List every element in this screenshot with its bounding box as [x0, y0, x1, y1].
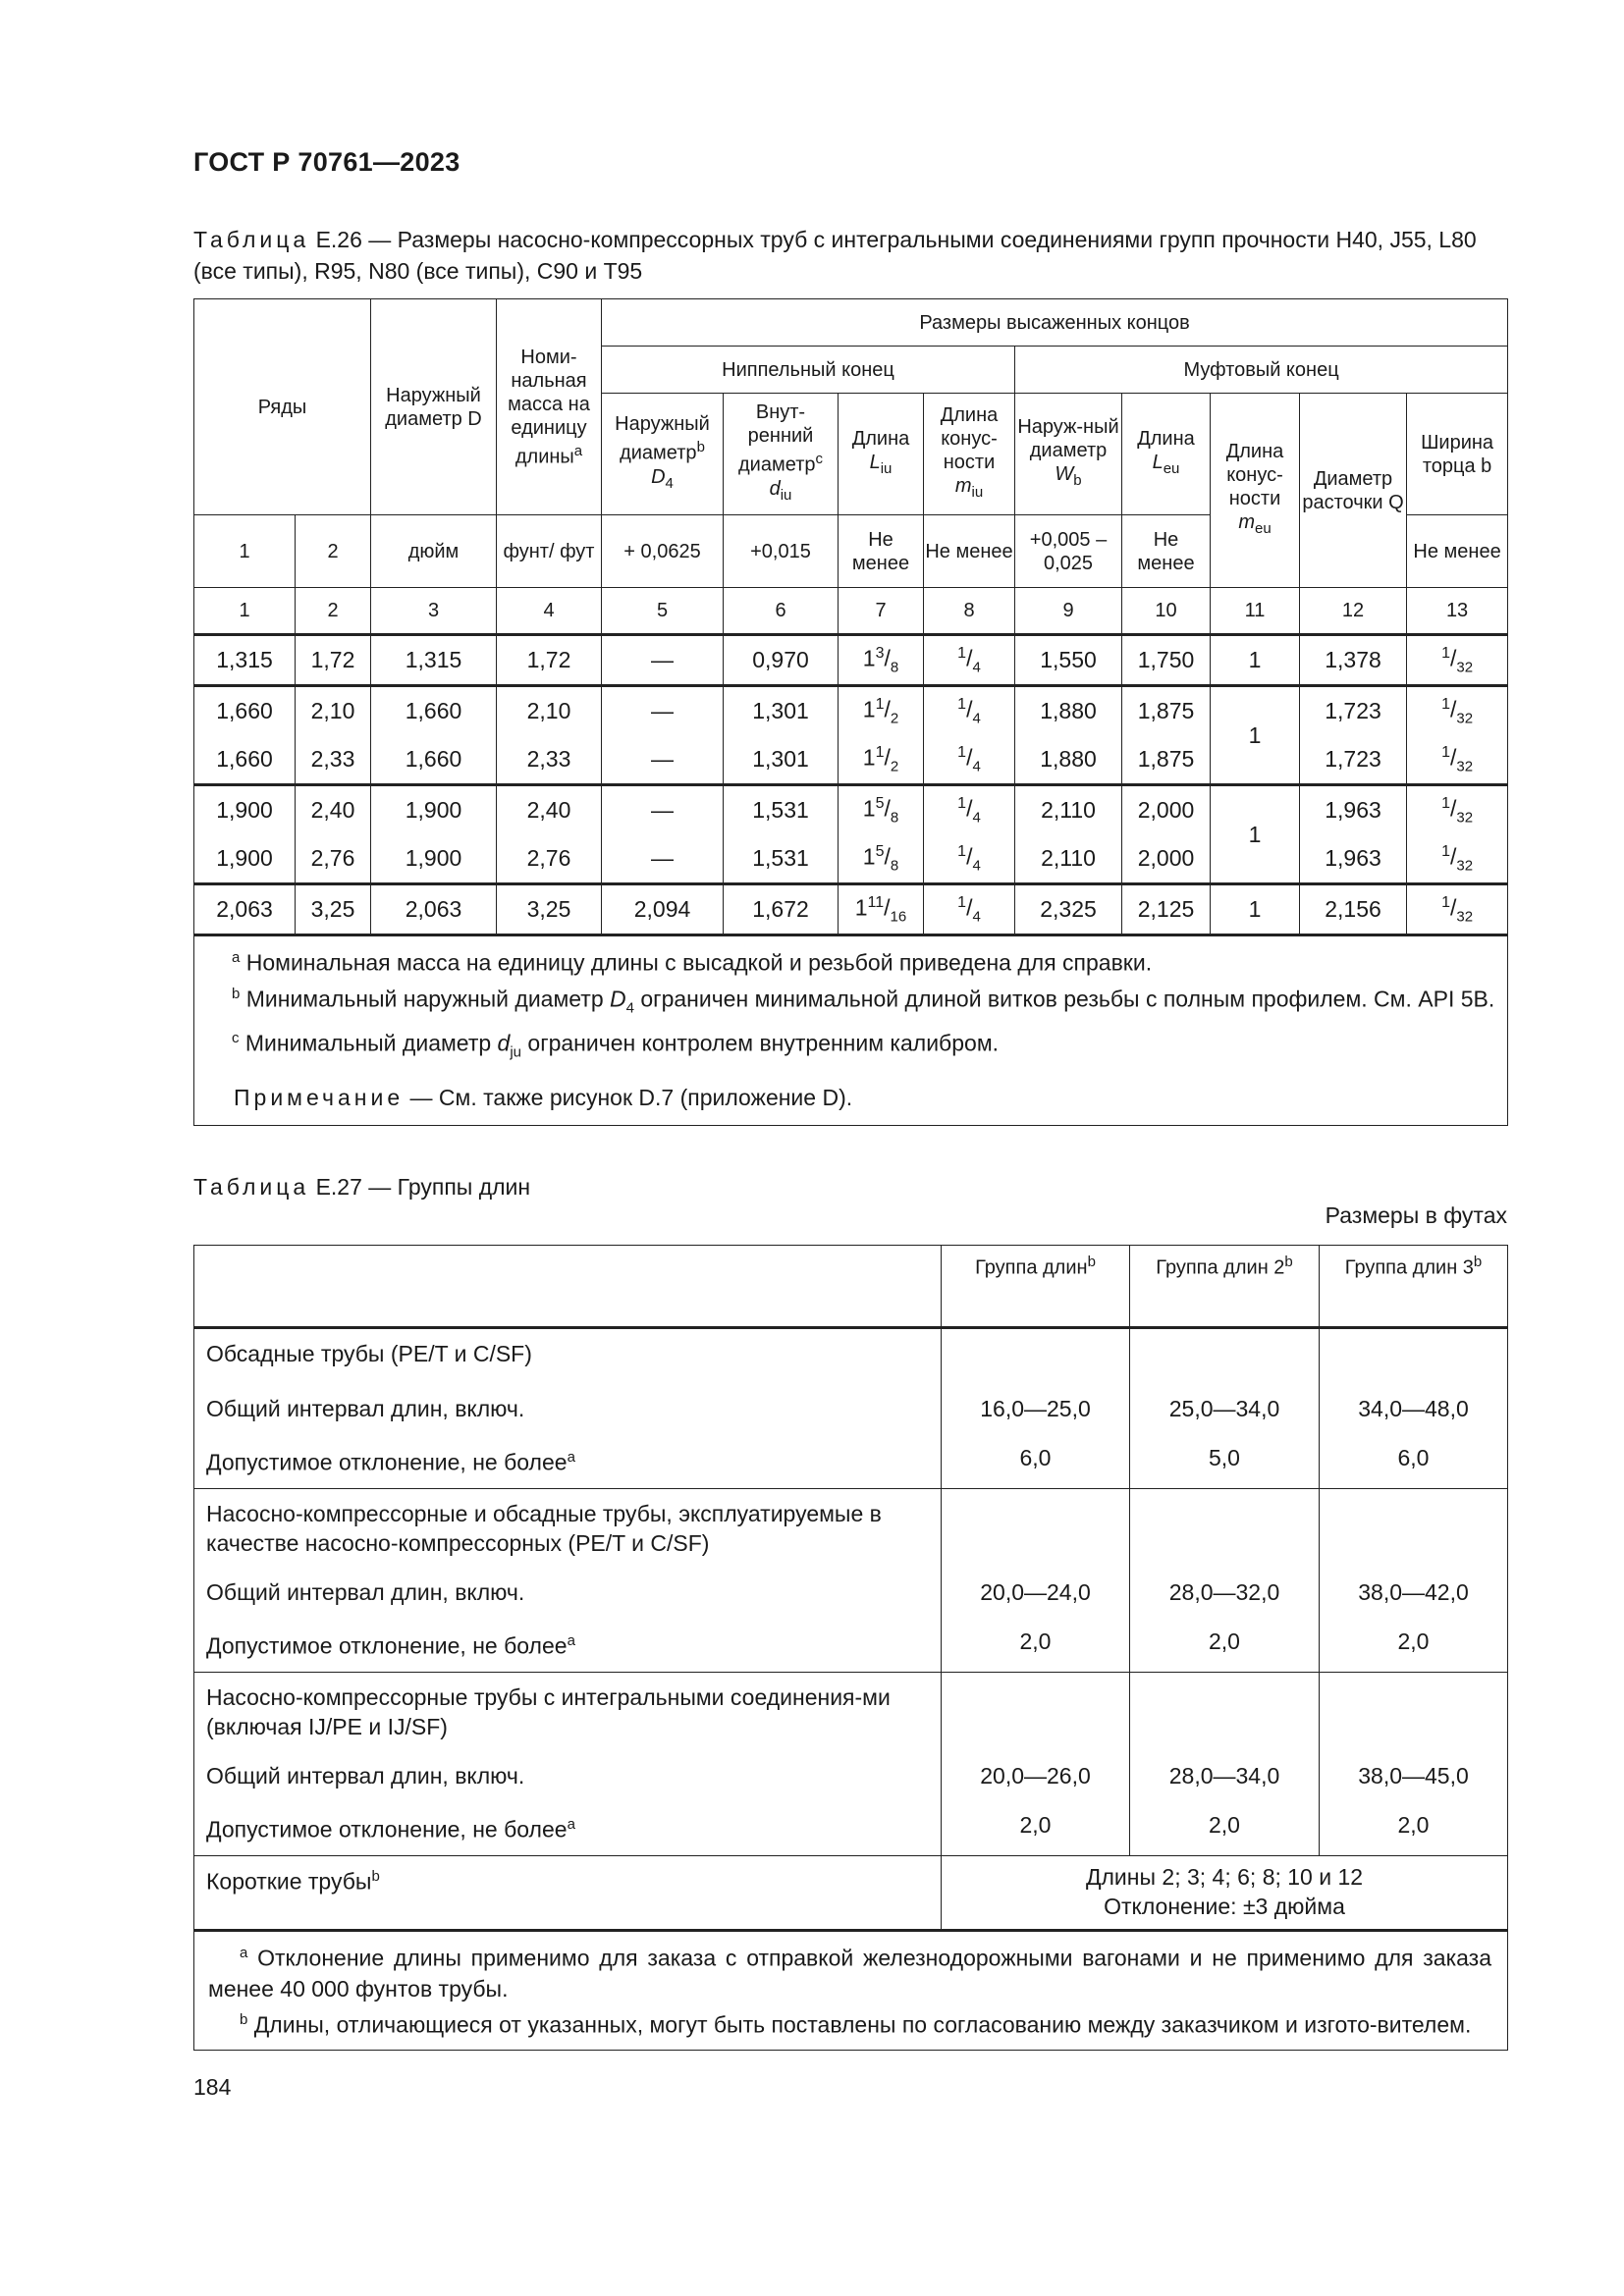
- table-e27-footnotes: $^a$ Отклонение длины применимо для заказа с отправкой железнодорожными вагонами и не применимо для заказа менее 40 000 фунтов трубы. $^b$ Длины, отличающиеся от указанных, могут быть поставлены по согласованию между заказчиком и изгото-вителем.: [194, 1931, 1508, 2051]
- header-box-end: Муфтовый конец: [1015, 347, 1508, 394]
- header-upset-dims: Размеры высаженных концов: [602, 299, 1508, 347]
- table-row: 1,660 2,33 1,660 2,33 — 1,301 $1^1/_2$ $^1/_4$ 1,880 1,875 1,723 $^1/_{32}$: [194, 735, 1508, 785]
- table-row: 1,900 2,40 1,900 2,40 — 1,531 $1^5/_8$ $^1/_4$ 2,110 2,000 1 1,963 $^1/_{32}$: [194, 785, 1508, 835]
- header-group-2: Группа длин 2$^b$: [1130, 1246, 1320, 1328]
- col-number: 4: [497, 588, 602, 635]
- unit-col9: +0,005 –0,025: [1015, 515, 1122, 588]
- header-pin-od: Наружный диаметр$^b$ $D_4$: [602, 394, 724, 515]
- unit-col8: Не менее: [924, 515, 1015, 588]
- table-row: Насосно-компрессорные трубы с интегральными соединения-ми (включая IJ/PE и IJ/SF) Общий интервал длин, включ. Допустимое отклонение, не более$^a$ 20,0—26,0 2,0 28,0—34,0 2,0 38,0—45,0 2,0: [194, 1673, 1508, 1856]
- col-number: 8: [924, 588, 1015, 635]
- col-number: 5: [602, 588, 724, 635]
- header-rows: Ряды: [194, 299, 371, 515]
- unit-col13: Не менее: [1407, 515, 1508, 588]
- header-pin-end: Ниппельный конец: [602, 347, 1015, 394]
- table-row: 2,063 3,25 2,063 3,25 2,094 1,672 $1^{11}/_{16}$ $^1/_4$ 2,325 2,125 1 2,156 $^1/_{32}$: [194, 884, 1508, 935]
- table-e26-caption: Таблица Е.26 — Размеры насосно-компрессорных труб с интегральными соединениями групп прочности Н40, J55, L80 (все типы), R95, N80 (все типы), С90 и Т95: [193, 227, 1477, 284]
- table-e27: [193, 1245, 1508, 2051]
- table-e26-footnotes: $^a$ Номинальная масса на единицу длины с высадкой и резьбой приведена для справки. $^b$ Минимальный наружный диаметр $D_4$ ограничен минимальной длиной витков резьбы с полным профилем. См. API 5B. $^c$ Минимальный диаметр $d_{ju}$ ограничен контролем внутренним калибром. Примечание — См. также рисунок D.7 (приложение D).: [194, 935, 1508, 1126]
- header-group-1: Группа длин$^b$: [942, 1246, 1130, 1328]
- unit-col7: Не менее: [839, 515, 924, 588]
- col-number: 12: [1300, 588, 1407, 635]
- table-e27-caption: Таблица Е.27 — Группы длин: [193, 1174, 531, 1200]
- col-number: 3: [371, 588, 497, 635]
- table-row: 1,660 2,10 1,660 2,10 — 1,301 $1^1/_2$ $^1/_4$ 1,880 1,875 1 1,723 $^1/_{32}$: [194, 686, 1508, 736]
- unit-col2: 2: [296, 515, 371, 588]
- col-number: 7: [839, 588, 924, 635]
- header-box-length: Длина $L_{eu}$: [1122, 394, 1211, 515]
- col-number: 13: [1407, 588, 1508, 635]
- col-number: 11: [1211, 588, 1300, 635]
- header-pin-id: Внут-ренний диаметр$^c$ $d_{iu}$: [724, 394, 839, 515]
- header-box-od: Наруж-ный диаметр $W_b$: [1015, 394, 1122, 515]
- col-number: 2: [296, 588, 371, 635]
- table-row-short-pipes: Короткие трубы$^b$ Длины 2; 3; 4; 6; 8; 10 и 12 Отклонение: ±3 дюйма: [194, 1856, 1508, 1931]
- header-counterbore: Диаметр расточки Q: [1300, 394, 1407, 588]
- unit-col4: фунт/ фут: [497, 515, 602, 588]
- unit-col3: дюйм: [371, 515, 497, 588]
- unit-col10: Не менее: [1122, 515, 1211, 588]
- header-nominal-mass: Номи-нальная масса на единицу длины$^a$: [497, 299, 602, 515]
- col-number: 6: [724, 588, 839, 635]
- header-pin-length: Длина $L_{iu}$: [839, 394, 924, 515]
- table-row: Обсадные трубы (PE/T и C/SF) Общий интервал длин, включ. Допустимое отклонение, не более$^a$ 16,0—25,0 6,0 25,0—34,0 5,0 34,0—48,0 6,0: [194, 1328, 1508, 1489]
- table-row: 1,315 1,72 1,315 1,72 — 0,970 $1^3/_8$ $^1/_4$ 1,550 1,750 1 1,378 $^1/_{32}$: [194, 635, 1508, 686]
- unit-col6: +0,015: [724, 515, 839, 588]
- header-outer-diameter: Наружный диаметр D: [371, 299, 497, 515]
- header-pin-taper: Длина конус-ности $m_{iu}$: [924, 394, 1015, 515]
- table-row: 1,900 2,76 1,900 2,76 — 1,531 $1^5/_8$ $^1/_4$ 2,110 2,000 1,963 $^1/_{32}$: [194, 834, 1508, 884]
- unit-col1: 1: [194, 515, 296, 588]
- col-number: 9: [1015, 588, 1122, 635]
- unit-col5: + 0,0625: [602, 515, 724, 588]
- table-row: Насосно-компрессорные и обсадные трубы, эксплуатируемые в качестве насосно-компрессорных (PE/T и C/SF) Общий интервал длин, включ. Допустимое отклонение, не более$^a$ 20,0—24,0 2,0 28,0—32,0 2,0 38,0—42,0 2,0: [194, 1489, 1508, 1673]
- page-number: 184: [193, 2074, 232, 2100]
- header-box-taper: Длина конус-ности $m_{eu}$: [1211, 394, 1300, 588]
- table-e26: [193, 298, 1508, 1126]
- header-face-width: Ширина торца b: [1407, 394, 1508, 515]
- header-empty: [194, 1246, 942, 1328]
- header-group-3: Группа длин 3$^b$: [1320, 1246, 1508, 1328]
- table-e26-note: Примечание — См. также рисунок D.7 (приложение D).: [234, 1085, 853, 1111]
- col-number: 1: [194, 588, 296, 635]
- table-e27-units: Размеры в футах: [1325, 1202, 1507, 1228]
- col-number: 10: [1122, 588, 1211, 635]
- document-header: ГОСТ Р 70761—2023: [193, 147, 460, 177]
